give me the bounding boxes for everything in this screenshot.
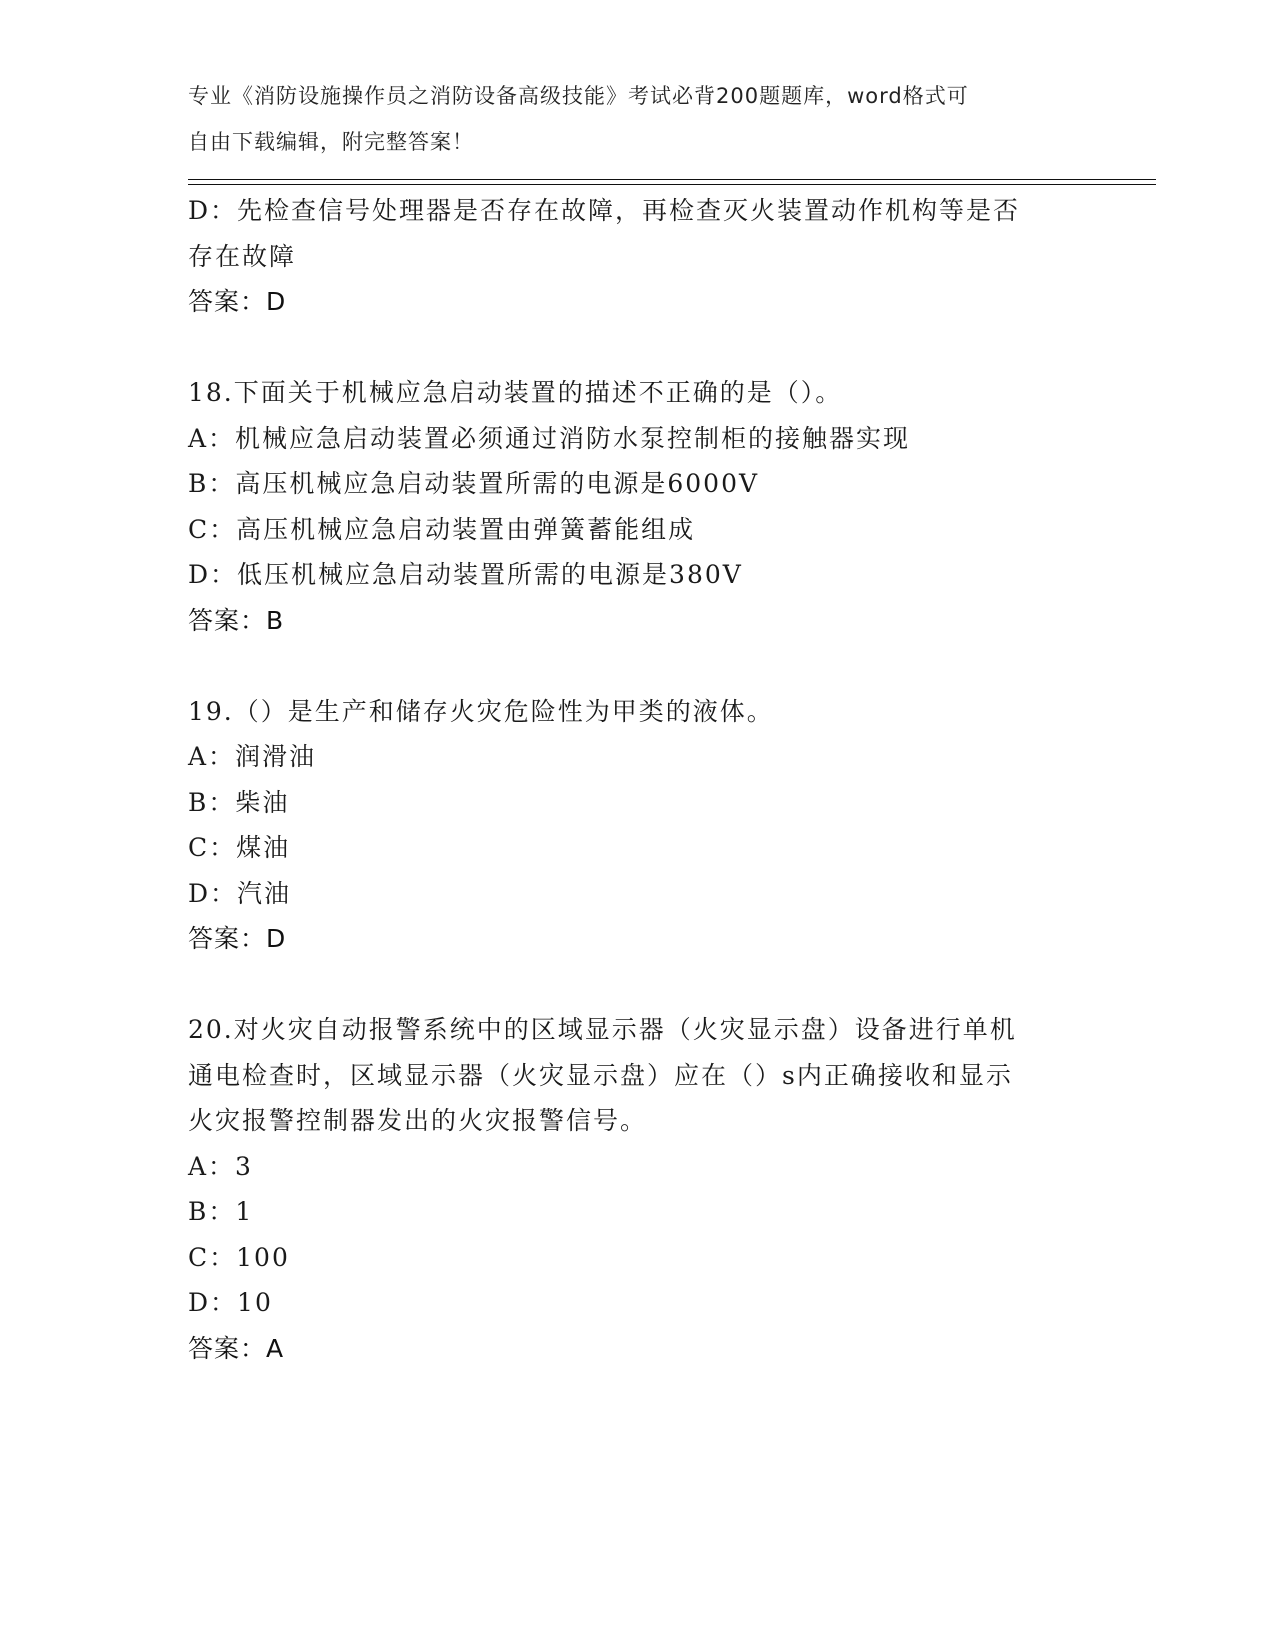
option-b: B：1 — [188, 1197, 254, 1226]
option-a: A：润滑油 — [188, 742, 317, 771]
option-d: D：10 — [188, 1288, 273, 1317]
option-a: A：机械应急启动装置必须通过消防水泵控制柜的接触器实现 — [188, 423, 911, 453]
question-stem: 19.（）是生产和储存火灾危险性为甲类的液体。 — [188, 696, 774, 726]
answer-line: 答案：A — [188, 1333, 285, 1363]
option-d: D：汽油 — [188, 878, 292, 908]
option-c: C：100 — [188, 1242, 290, 1272]
option-a: A：3 — [188, 1151, 253, 1181]
option-d: D：低压机械应急启动装置所需的电源是380V — [188, 560, 743, 589]
question-19 — [188, 689, 1088, 962]
question-stem: 18.下面关于机械应急启动装置的描述不正确的是（）。 — [188, 378, 843, 407]
option-b: B：柴油 — [188, 787, 290, 817]
header-divider-top — [188, 179, 1156, 180]
option-b: B：高压机械应急启动装置所需的电源是6000V — [188, 469, 760, 498]
spacer — [188, 325, 1088, 371]
spacer — [188, 962, 1088, 1008]
spacer — [188, 643, 1088, 689]
answer-line: 答案：D — [188, 924, 287, 953]
previous-question-tail — [188, 188, 1088, 325]
question-stem: 20.对火灾自动报警系统中的区域显示器（火灾显示盘）设备进行单机 — [188, 1015, 1017, 1044]
option-d: D：先检查信号处理器是否存在故障，再检查灭火装置动作机构等是否 — [188, 196, 1021, 225]
question-18 — [188, 370, 1088, 643]
header-line-2: 自由下载编辑，附完整答案！ — [188, 129, 474, 154]
question-stem-continued: 通电检查时，区域显示器（火灾显示盘）应在（）s内正确接收和显示 — [188, 1060, 1013, 1090]
question-20 — [188, 1007, 1088, 1371]
document-header — [188, 74, 1068, 165]
header-line-1: 专业《消防设施操作员之消防设备高级技能》考试必背200题题库，word格式可 — [188, 84, 969, 108]
header-divider-bottom — [188, 184, 1156, 185]
option-c: C：煤油 — [188, 833, 291, 862]
answer-line: 答案：D — [188, 287, 287, 316]
question-stem-continued: 火灾报警控制器发出的火灾报警信号。 — [188, 1106, 648, 1135]
question-content — [188, 188, 1088, 1371]
answer-line: 答案：B — [188, 605, 285, 635]
option-c: C：高压机械应急启动装置由弹簧蓄能组成 — [188, 514, 696, 544]
option-d-continued: 存在故障 — [188, 241, 297, 271]
